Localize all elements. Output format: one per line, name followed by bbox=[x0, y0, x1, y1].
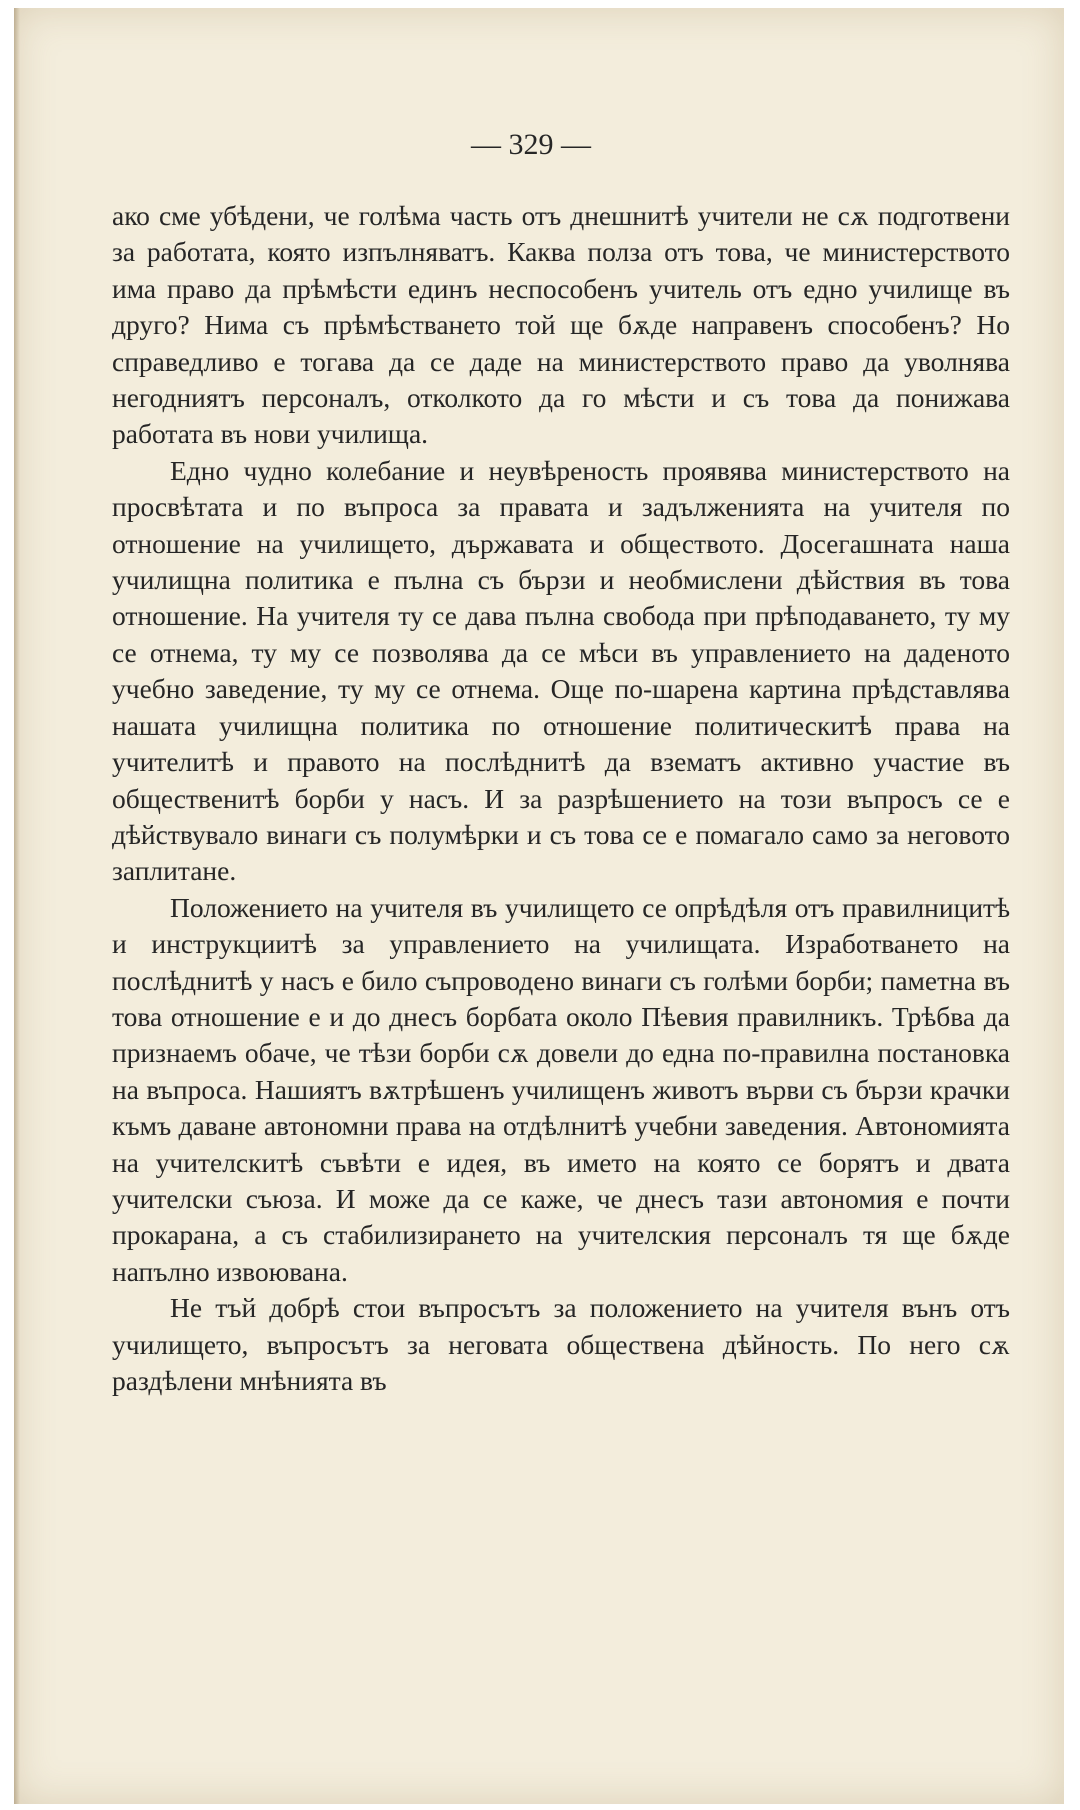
body-text bbox=[112, 198, 1010, 1399]
book-page bbox=[14, 8, 1064, 1804]
paragraph: Едно чудно колебание и неувѣреность проявява министерството на просвѣтата и по въпроса за правата и задълженията на учителя по отношение на училището, държавата и обществото. Досегашната наша училищна политика е пълна съ бързи и необмислени дѣйствия въ това отношение. На учителя ту се дава пълна свобода при прѣподаването, ту му се отнема, ту му се позволява да се мѣси въ управлението на даденото учебно заведение, ту му се отнема. Още по-шарена картина прѣдставлява нашата училищна политика по отношение политическитѣ права на учителитѣ и правото на послѣднитѣ да взематъ активно участие въ общественитѣ борби у насъ. И за разрѣшението на този въпросъ се е дѣйствувало винаги съ полумѣрки и съ това се е помагало само за неговото заплитане. bbox=[112, 454, 1010, 887]
paragraph: ако сме убѣдени, че голѣма часть отъ днешнитѣ учители не сѫ подготвени за работата, която изпълняватъ. Каква полза отъ това, че министерството има право да прѣмѣсти единъ неспособенъ учитель отъ едно училище въ друго? Нима съ прѣмѣстването той ще бѫде направенъ способенъ? Но справедливо е тогава да се даде на министерството право да уволнява негодниятъ персоналъ, отколкото да го мѣсти и съ това да понижава работата въ нови училища. bbox=[112, 200, 1010, 450]
paragraph: Не тъй добрѣ стои въпросътъ за положението на учителя вънъ отъ училището, въпросътъ за неговата обществена дѣйность. По него сѫ раздѣлени мнѣнията въ bbox=[112, 1292, 1010, 1396]
page-number: — 329 — bbox=[471, 128, 591, 161]
paragraph: Положението на учителя въ училището се опрѣдѣля отъ правилницитѣ и инструкциитѣ за управлението на училищата. Изработването на послѣднитѣ у насъ е било съпроводено винаги съ голѣми борби; паметна въ това отношение е и до днесъ борбата около Пѣевия правилникъ. Трѣбва да признаемъ обаче, че тѣзи борби сѫ довели до една по-правилна постановка на въпроса. Нашиятъ вѫтрѣшенъ училищенъ животъ върви съ бързи крачки къмъ даване автономни права на отдѣлнитѣ учебни заведения. Автономията на учителскитѣ съвѣти е идея, въ името на която се борятъ и двата учителски съюза. И може да се каже, че днесъ тази автономия е почти прокарана, а съ стабилизирането на учителския персоналъ тя ще бѫде напълно извоювана. bbox=[112, 891, 1010, 1287]
